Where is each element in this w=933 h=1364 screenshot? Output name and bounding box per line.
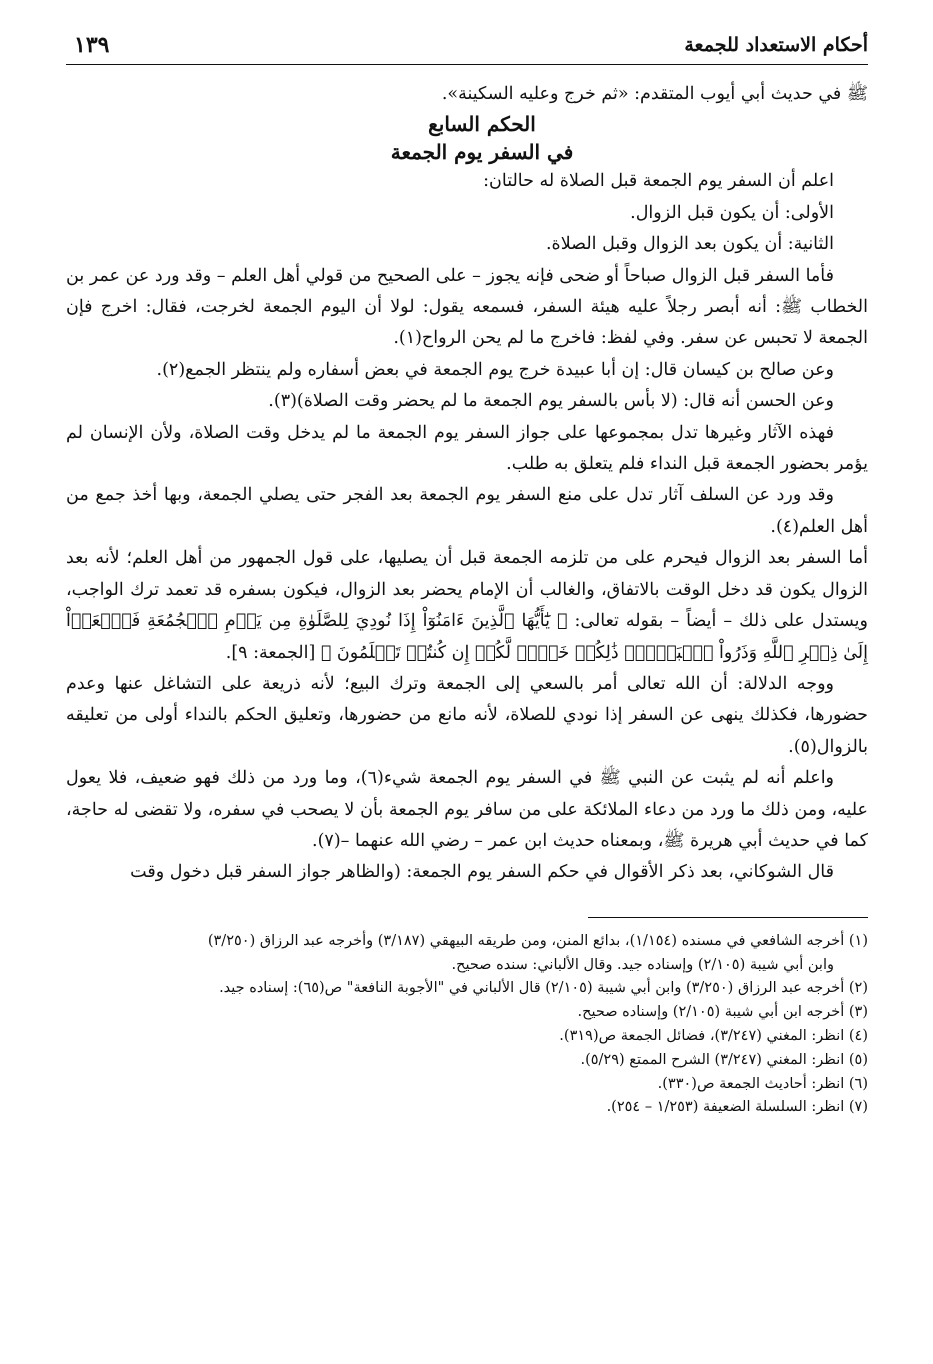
footnote: (٤) انظر: المغني (٣/٢٤٧)، فضائل الجمعة ص(٣١٩). xyxy=(559,1027,868,1044)
book-page xyxy=(66,30,868,1120)
footnote: (٥) انظر: المغني (٣/٢٤٧) الشرح الممتع (٥/٢٩). xyxy=(580,1051,868,1068)
section-subheading: في السفر يوم الجمعة xyxy=(390,140,574,165)
page-header xyxy=(66,30,868,65)
footnote: (٧) انظر: السلسلة الضعيفة (١/٢٥٣ – ٢٥٤). xyxy=(606,1099,868,1116)
paragraph: وعن الحسن أنه قال: (لا بأس بالسفر يوم الجمعة ما لم يحضر وقت الصلاة)(٣). xyxy=(268,391,834,412)
footnotes xyxy=(66,930,868,1120)
paragraph: الثانية: أن يكون بعد الزوال وقبل الصلاة. xyxy=(545,234,834,255)
paragraph: فهذه الآثار وغيرها تدل بمجموعها على جواز السفر يوم الجمعة ما لم يدخل وقت الصلاة، ولأن الإنسان لم يؤمر بحضور الجمعة قبل النداء فلم يتعلق به طلب. xyxy=(66,422,868,475)
section-heading: الحكم السابع xyxy=(428,112,536,137)
page-number: ١٣٩ xyxy=(74,32,110,58)
paragraph: ووجه الدلالة: أن الله تعالى أمر بالسعي إلى الجمعة وترك البيع؛ لأنه ذريعة على التشاغل عنها وعدم حضورها، فكذلك ينهى عن السفر إذا نودي للصلاة، لأنه مانع من حضورها، وتعليق الحكم بالنداء أولى من تعليقه بالزوال(٥). xyxy=(66,673,868,757)
footnote-separator xyxy=(588,917,868,918)
paragraph: واعلم أنه لم يثبت عن النبي ﷺ في السفر يوم الجمعة شيء(٦)، وما ورد من ذلك فهو ضعيف، فلا يعول عليه، ومن ذلك ما ورد من دعاء الملائكة على من سافر يوم الجمعة بأن لا يصحب في سفره، ولا تقضى له حاجة، كما في حديث أبي هريرة ﷺ، وبمعناه حديث ابن عمر – رضي الله عنهما –(٧). xyxy=(66,768,868,851)
footnote: (٣) أخرجه ابن أبي شيبة (٢/١٠٥) وإسناده صحيح. xyxy=(577,1004,868,1021)
paragraph: ﷺ في حديث أبي أيوب المتقدم: «ثم خرج وعليه السكينة». xyxy=(441,84,868,104)
paragraph: الأولى: أن يكون قبل الزوال. xyxy=(630,202,834,223)
paragraph: اعلم أن السفر يوم الجمعة قبل الصلاة له حالتان: xyxy=(483,171,834,192)
footnote-continuation: وابن أبي شيبة (٢/١٠٥) وإسناده جيد. وقال الألباني: سنده صحيح. xyxy=(451,956,834,973)
paragraph: أما السفر بعد الزوال فيحرم على من تلزمه الجمعة قبل أن يصليها، على قول الجمهور من أهل العلم؛ لأنه بعد الزوال يكون قد دخل الوقت بالاتفاق، والغالب أن الإمام يحضر بعد الزوال، فيكون بسفره قد تعمد ترك الواجب، ويستدل على ذلك – أيضاً – بقوله تعالى: ﴿ يَٰٓأَيُّهَا ٱلَّذِينَ ءَامَنُوٓاْ إِذَا نُودِيَ لِلصَّلَوٰةِ مِن يَوۡمِ ٱلۡجُمُعَةِ فَٱسۡعَوۡاْ إِلَىٰ ذِكۡرِ ٱللَّهِ وَذَرُواْ ٱلۡبَيۡعَۚ ذَٰلِكُمۡ خَيۡرٞ لَّكُمۡ إِن كُنتُمۡ تَعۡلَمُونَ ﴾ [الجمعة: ٩]. xyxy=(66,548,868,663)
footnote: (٦) انظر: أحاديث الجمعة ص(٣٣٠). xyxy=(657,1075,868,1092)
paragraph: وقد ورد عن السلف آثار تدل على منع السفر يوم الجمعة بعد الفجر حتى يصلي الجمعة، وبها أخذ جمع من أهل العلم(٤). xyxy=(66,485,868,537)
paragraph: قال الشوكاني، بعد ذكر الأقوال في حكم السفر يوم الجمعة: (والظاهر جواز السفر قبل دخول وقت xyxy=(130,862,834,883)
running-title: أحكام الاستعداد للجمعة xyxy=(684,34,868,56)
main-text xyxy=(66,79,868,889)
paragraph: فأما السفر قبل الزوال صباحاً أو ضحى فإنه يجوز – على الصحيح من قولي أهل العلم – وقد ورد عن عمر بن الخطاب ﷺ: أنه أبصر رجلاً عليه هيئة السفر، فسمعه يقول: لولا أن اليوم الجمعة لخرجت، فقال: اخرج فإن الجمعة لا تحبس عن سفر. وفي لفظ: فاخرج ما لم يحن الرواح(١). xyxy=(66,265,868,349)
footnote: (١) أخرجه الشافعي في مسنده (١/١٥٤)، بدائع المنن، ومن طريقه البيهقي (٣/١٨٧) وأخرجه عبد الرزاق (٣/٢٥٠) xyxy=(207,932,868,949)
paragraph: وعن صالح بن كيسان قال: إن أبا عبيدة خرج يوم الجمعة في بعض أسفاره ولم ينتظر الجمع(٢). xyxy=(156,359,834,380)
footnote: (٢) أخرجه عبد الرزاق (٣/٢٥٠) وابن أبي شيبة (٢/١٠٥) قال الألباني في "الأجوبة النافعة" ص(٦٥): إسناده جيد. xyxy=(219,980,868,997)
